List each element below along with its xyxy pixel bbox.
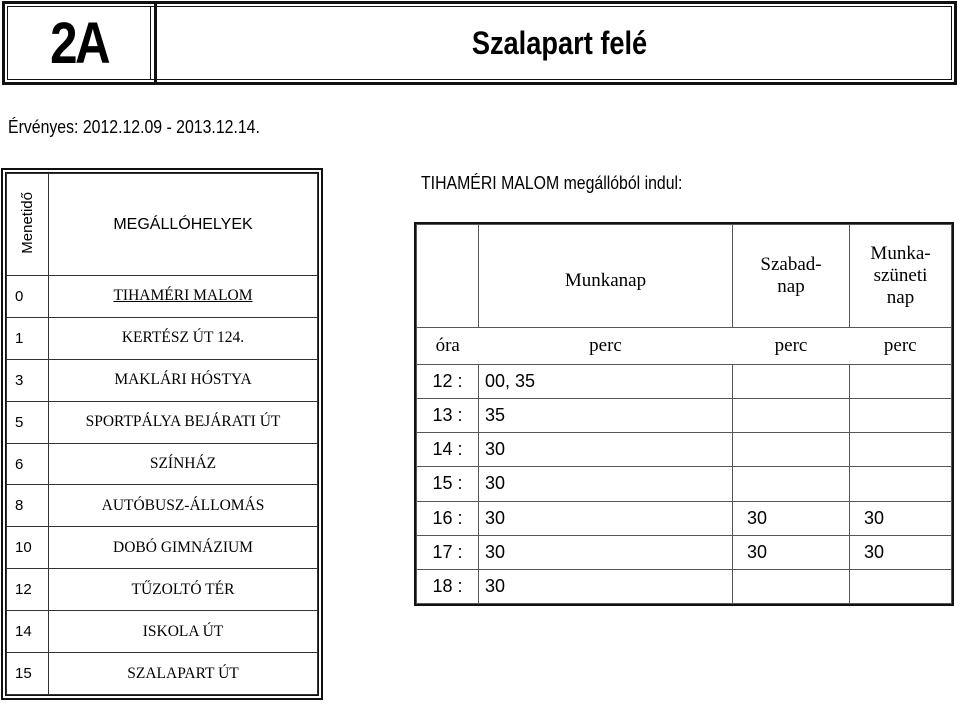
workday-minute-label: perc	[589, 335, 622, 356]
departure-saturday	[733, 365, 850, 399]
departure-workday: 35	[479, 399, 733, 433]
departure-row	[417, 399, 952, 433]
holiday-header-line2: szüneti	[873, 265, 928, 286]
departure-row	[417, 569, 952, 603]
timetable-header	[2, 1, 957, 85]
stop-name: MAKLÁRI HÓSTYA	[49, 359, 318, 401]
holiday-header-line1: Munka-	[870, 243, 931, 264]
departure-row	[417, 365, 952, 399]
stops-frame	[5, 172, 319, 696]
route-inner	[8, 7, 151, 79]
stop-name: KERTÉSZ ÚT 124.	[49, 317, 318, 359]
departure-hour: 15 :	[417, 467, 479, 501]
departure-workday: 30	[479, 569, 733, 603]
stop-row	[7, 359, 318, 401]
stop-row	[7, 276, 318, 318]
departure-row	[417, 535, 952, 569]
stop-row	[7, 653, 318, 695]
stop-name-current: TIHAMÉRI MALOM	[113, 287, 253, 305]
departure-holiday	[850, 569, 952, 603]
departure-saturday: 30	[733, 501, 850, 535]
stop-name: SZALAPART ÚT	[49, 653, 318, 695]
stop-row	[7, 611, 318, 653]
stops-grid	[6, 173, 318, 695]
departure-saturday	[733, 467, 850, 501]
departure-holiday: 30	[850, 535, 952, 569]
stop-name	[49, 276, 318, 318]
hour-label: óra	[417, 328, 479, 365]
stop-name: DOBÓ GIMNÁZIUM	[49, 527, 318, 569]
stop-name: ISKOLA ÚT	[49, 611, 318, 653]
stop-name: TŰZOLTÓ TÉR	[49, 569, 318, 611]
stop-name: AUTÓBUSZ-ÁLLOMÁS	[49, 485, 318, 527]
holiday-header	[850, 225, 952, 328]
travel-time-header-cell	[7, 174, 49, 276]
stop-time: 6	[7, 443, 49, 485]
departure-hour: 17 :	[417, 535, 479, 569]
stop-time: 12	[7, 569, 49, 611]
stop-row	[7, 485, 318, 527]
stop-row	[7, 401, 318, 443]
stop-time: 5	[7, 401, 49, 443]
departure-workday: 30	[479, 501, 733, 535]
stop-name: SPORTPÁLYA BEJÁRATI ÚT	[49, 401, 318, 443]
holiday-minute-label: perc	[850, 328, 952, 365]
stop-name: SZÍNHÁZ	[49, 443, 318, 485]
travel-time-header: Menetidő	[19, 191, 36, 254]
departures-grid	[416, 224, 952, 604]
stop-time: 10	[7, 527, 49, 569]
direction-title: Szalapart felé	[471, 24, 648, 61]
departures-title: TIHAMÉRI MALOM megállóból indul:	[421, 173, 683, 193]
stop-row	[7, 443, 318, 485]
stop-time: 14	[7, 611, 49, 653]
stop-time: 3	[7, 359, 49, 401]
departure-holiday	[850, 399, 952, 433]
departure-saturday	[733, 569, 850, 603]
departures-table	[414, 222, 954, 606]
departure-holiday	[850, 433, 952, 467]
departure-hour: 13 :	[417, 399, 479, 433]
departure-hour: 18 :	[417, 569, 479, 603]
departure-saturday	[733, 399, 850, 433]
departure-row	[417, 433, 952, 467]
stop-time: 1	[7, 317, 49, 359]
stop-time: 15	[7, 653, 49, 695]
departure-row	[417, 501, 952, 535]
departure-saturday	[733, 433, 850, 467]
saturday-header-line2: nap	[777, 276, 805, 297]
departure-holiday	[850, 365, 952, 399]
departure-hour: 16 :	[417, 501, 479, 535]
departure-workday: 30	[479, 467, 733, 501]
hour-column-header	[417, 225, 479, 328]
stop-row	[7, 317, 318, 359]
stops-name-header: MEGÁLLÓHELYEK	[113, 215, 253, 233]
saturday-minute-label: perc	[774, 335, 808, 356]
holiday-header-line3: nap	[886, 287, 915, 308]
departure-workday: 30	[479, 433, 733, 467]
departures-subheader-row	[417, 328, 952, 365]
stop-time: 0	[7, 276, 49, 318]
departure-holiday	[850, 467, 952, 501]
saturday-header	[733, 225, 850, 328]
departures-header-row	[417, 225, 952, 328]
departure-holiday: 30	[850, 501, 952, 535]
route-number: 2A	[50, 10, 108, 76]
validity-period: Érvényes: 2012.12.09 - 2013.12.14.	[8, 117, 260, 137]
saturday-header-line1: Szabad-	[760, 254, 822, 275]
workday-header: Munkanap	[479, 225, 733, 328]
departure-row	[417, 467, 952, 501]
stops-header-row	[7, 174, 318, 276]
departure-hour: 12 :	[417, 365, 479, 399]
stop-row	[7, 569, 318, 611]
departure-workday: 30	[479, 535, 733, 569]
route-box	[5, 4, 157, 82]
stop-time: 8	[7, 485, 49, 527]
stops-table	[1, 168, 323, 700]
stop-row	[7, 527, 318, 569]
stops-name-header-cell	[49, 174, 318, 276]
departure-hour: 14 :	[417, 433, 479, 467]
departure-saturday: 30	[733, 535, 850, 569]
departure-workday: 00, 35	[479, 365, 733, 399]
